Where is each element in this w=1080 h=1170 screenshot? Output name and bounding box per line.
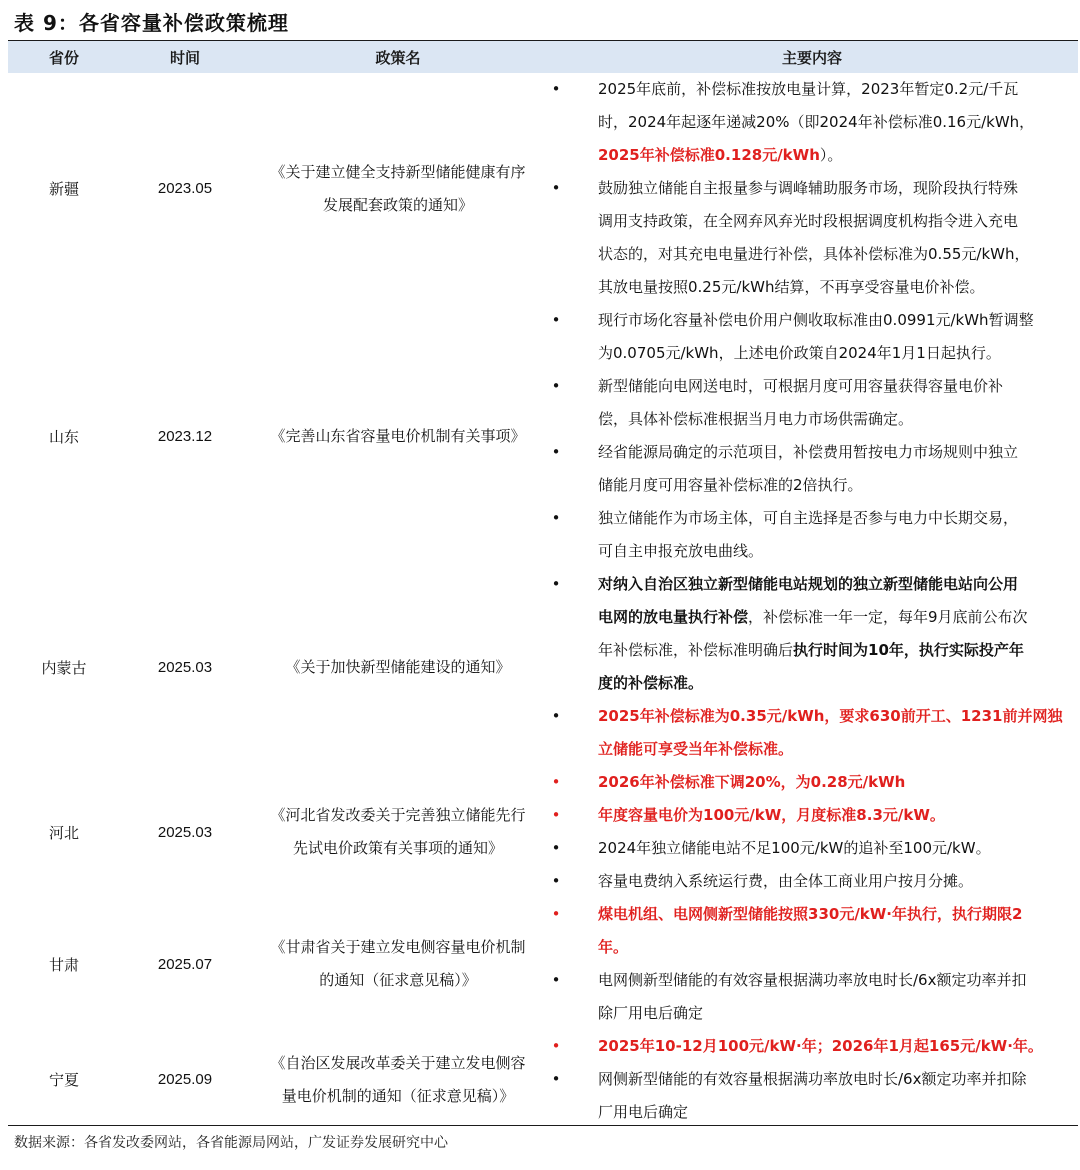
content-item xyxy=(546,898,1078,964)
content-text: 可自主申报充放电曲线。 xyxy=(598,542,764,560)
bullet-icon: • xyxy=(551,575,561,593)
cell-province: 河北 xyxy=(48,823,79,842)
content-text: 独立储能作为市场主体，可自主选择是否参与电力中长期交易， xyxy=(598,509,1019,527)
policy-name-line: 的通知（征求意见稿）》 xyxy=(319,971,477,989)
cell-main-content xyxy=(546,1030,1078,1129)
cell-policy-name xyxy=(250,73,546,304)
policy-name-line: 《完善山东省容量电价机制有关事项》 xyxy=(270,426,526,445)
header-policy: 政策名 xyxy=(250,41,546,73)
cell-date: 2023.05 xyxy=(157,180,213,197)
content-item xyxy=(546,304,1078,370)
content-item xyxy=(546,766,1078,799)
content-line xyxy=(598,106,1078,139)
content-line xyxy=(598,535,1078,568)
content-text: 时，2024年起逐年递减20%（即2024年补偿标准0.16元/kWh， xyxy=(598,113,1035,131)
highlight-text: 立储能可享受当年补偿标准。 xyxy=(598,740,794,758)
content-item xyxy=(546,700,1078,766)
content-line xyxy=(598,205,1078,238)
policy-name-line: 量电价机制的通知（征求意见稿）》 xyxy=(281,1086,515,1105)
content-item xyxy=(546,1030,1078,1063)
content-text: 2024年独立储能电站不足100元/kW的追补至100元/kW。 xyxy=(598,839,991,857)
content-line xyxy=(598,172,1078,205)
table-row xyxy=(8,568,1078,766)
bottom-rule xyxy=(8,1125,1078,1126)
cell-policy-name xyxy=(250,766,546,898)
bold-text: 执行时间为10年，执行实际投产年 xyxy=(793,641,1024,659)
content-text: 2025年底前，补偿标准按放电量计算，2023年暂定0.2元/千瓦 xyxy=(598,80,1019,98)
bullet-icon: • xyxy=(551,905,561,923)
policy-name-line: 《河北省发改委关于完善独立储能先行 xyxy=(270,806,526,824)
content-list xyxy=(546,766,1078,898)
policy-name-line: 发展配套政策的通知》 xyxy=(322,195,473,214)
content-text: 网侧新型储能的有效容量根据满功率放电时长/6x额定功率并扣除 xyxy=(598,1070,1027,1088)
content-line xyxy=(598,271,1078,304)
content-line xyxy=(598,469,1078,502)
content-item xyxy=(546,865,1078,898)
bullet-icon: • xyxy=(551,179,561,197)
policy-name-line: 《甘肃省关于建立发电侧容量电价机制 xyxy=(270,938,526,956)
bold-text: 电网的放电量执行补偿 xyxy=(598,608,749,626)
policy-name-line: 先试电价政策有关事项的通知》 xyxy=(292,839,503,857)
policy-name-line: 《关于建立健全支持新型储能健康有序 xyxy=(270,162,526,181)
content-text: 容量电费纳入系统运行费，由全体工商业用户按月分摊。 xyxy=(598,872,974,890)
cell-date: 2025.07 xyxy=(157,955,213,973)
bullet-icon: • xyxy=(551,443,561,461)
cell-province: 宁夏 xyxy=(48,1071,79,1089)
highlight-text: 年度容量电价为100元/kW，月度标准8.3元/kW。 xyxy=(598,806,945,824)
content-list xyxy=(546,304,1078,568)
bullet-icon: • xyxy=(551,509,561,527)
content-item xyxy=(546,832,1078,865)
content-text: 调用支持政策，在全网弃风弃光时段根据调度机构指令进入充电 xyxy=(598,212,1019,230)
bullet-icon: • xyxy=(551,971,561,989)
content-text: 新型储能向电网送电时，可根据月度可用容量获得容量电价补 xyxy=(598,377,1004,395)
cell-province: 甘肃 xyxy=(48,955,79,974)
highlight-text: 2026年补偿标准下调20%，为0.28元/kWh xyxy=(598,773,906,791)
content-item xyxy=(546,502,1078,568)
content-item xyxy=(546,436,1078,502)
content-line xyxy=(598,733,1078,766)
header-row xyxy=(8,41,1078,73)
bullet-icon: • xyxy=(551,80,561,98)
cell-policy-name xyxy=(250,304,546,568)
content-line xyxy=(598,667,1078,700)
table-title: 表 9：各省容量补偿政策梳理 xyxy=(14,11,289,35)
table-row xyxy=(8,73,1078,304)
content-text: 偿，具体补偿标准根据当月电力市场供需确定。 xyxy=(598,410,914,428)
content-text: 年补偿标准，补偿标准明确后 xyxy=(598,641,794,659)
content-list xyxy=(546,568,1078,766)
content-line xyxy=(598,568,1078,601)
content-line xyxy=(598,601,1078,634)
content-line xyxy=(598,304,1078,337)
cell-main-content xyxy=(546,568,1078,766)
content-line xyxy=(598,700,1078,733)
cell-policy-name xyxy=(250,568,546,766)
bullet-icon: • xyxy=(551,806,561,824)
content-text: 现行市场化容量补偿电价用户侧收取标准由0.0991元/kWh暂调整 xyxy=(598,311,1034,329)
content-line xyxy=(598,799,1078,832)
content-line xyxy=(598,436,1078,469)
cell-province: 山东 xyxy=(48,427,79,446)
source-note: 数据来源：各省发改委网站，各省能源局网站，广发证券发展研究中心 xyxy=(14,1135,448,1151)
content-list xyxy=(546,1030,1078,1129)
content-item xyxy=(546,568,1078,700)
cell-policy-name xyxy=(250,1030,546,1129)
content-item xyxy=(546,73,1078,172)
bullet-icon: • xyxy=(551,707,561,725)
content-list xyxy=(546,73,1078,304)
cell-province: 新疆 xyxy=(48,180,79,198)
content-text: 厂用电后确定 xyxy=(598,1103,689,1121)
bullet-icon: • xyxy=(551,872,561,890)
content-line xyxy=(598,898,1078,931)
cell-main-content xyxy=(546,73,1078,304)
cell-date: 2025.09 xyxy=(157,1071,213,1088)
content-line xyxy=(598,139,1078,172)
cell-main-content xyxy=(546,766,1078,898)
content-line xyxy=(598,502,1078,535)
bullet-icon: • xyxy=(551,1070,561,1088)
table-row xyxy=(8,304,1078,568)
cell-province: 内蒙古 xyxy=(41,658,87,677)
table-row xyxy=(8,766,1078,898)
content-line xyxy=(598,403,1078,436)
cell-date: 2025.03 xyxy=(157,823,213,841)
content-item xyxy=(546,1063,1078,1129)
content-item xyxy=(546,799,1078,832)
cell-date: 2025.03 xyxy=(157,658,213,676)
cell-main-content xyxy=(546,898,1078,1030)
highlight-text: 2025年10-12月100元/kW·年；2026年1月起165元/kW·年。 xyxy=(598,1037,1043,1055)
content-item xyxy=(546,964,1078,1030)
cell-policy-name xyxy=(250,898,546,1030)
bold-text: 度的补偿标准。 xyxy=(598,674,704,692)
content-text: ）。 xyxy=(819,146,843,164)
bullet-icon: • xyxy=(551,773,561,791)
header-province: 省份 xyxy=(8,41,120,73)
content-item xyxy=(546,172,1078,304)
highlight-text: 2025年补偿标准为0.35元/kWh，要求630前开工、1231前并网独 xyxy=(598,707,1063,725)
content-list xyxy=(546,898,1078,1030)
content-line xyxy=(598,73,1078,106)
content-text: 经省能源局确定的示范项目，补偿费用暂按电力市场规则中独立 xyxy=(598,443,1019,461)
content-text: 除厂用电后确定 xyxy=(598,1004,704,1022)
header-date: 时间 xyxy=(120,41,250,73)
table-row xyxy=(8,1030,1078,1129)
highlight-text: 2025年补偿标准0.128元/kWh xyxy=(598,146,820,164)
content-line xyxy=(598,337,1078,370)
content-line xyxy=(598,997,1078,1030)
table-body xyxy=(8,73,1078,1129)
bullet-icon: • xyxy=(551,311,561,329)
cell-date: 2023.12 xyxy=(157,427,213,445)
content-line xyxy=(598,1063,1078,1096)
content-line xyxy=(598,832,1078,865)
content-line xyxy=(598,238,1078,271)
content-line xyxy=(598,634,1078,667)
content-text: 电网侧新型储能的有效容量根据满功率放电时长/6x额定功率并扣 xyxy=(598,971,1027,989)
content-line xyxy=(598,964,1078,997)
content-text: 状态的，对其充电电量进行补偿，具体补偿标准为0.55元/kWh， xyxy=(598,245,1030,263)
content-text: 为0.0705元/kWh，上述电价政策自2024年1月1日起执行。 xyxy=(598,344,1001,362)
highlight-text: 煤电机组、电网侧新型储能按照330元/kW·年执行，执行期限2 xyxy=(598,905,1023,923)
highlight-text: 年。 xyxy=(598,938,629,956)
header-content: 主要内容 xyxy=(546,41,1078,73)
content-text: 鼓励独立储能自主报量参与调峰辅助服务市场，现阶段执行特殊 xyxy=(598,179,1019,197)
bold-text: 对纳入自治区独立新型储能电站规划的独立新型储能电站向公用 xyxy=(598,575,1019,593)
policy-name-line: 《关于加快新型储能建设的通知》 xyxy=(285,657,511,676)
content-line xyxy=(598,370,1078,403)
policy-name-line: 《自治区发展改革委关于建立发电侧容 xyxy=(270,1053,526,1072)
table-row xyxy=(8,898,1078,1030)
content-text: 其放电量按照0.25元/kWh结算，不再享受容量电价补偿。 xyxy=(598,278,985,296)
content-text: ，补偿标准一年一定，每年9月底前公布次 xyxy=(748,608,1028,626)
content-line xyxy=(598,865,1078,898)
content-item xyxy=(546,370,1078,436)
policy-table xyxy=(8,41,1078,1129)
content-line xyxy=(598,931,1078,964)
bullet-icon: • xyxy=(551,839,561,857)
content-line xyxy=(598,766,1078,799)
content-line xyxy=(598,1030,1078,1063)
bullet-icon: • xyxy=(551,1037,561,1055)
cell-main-content xyxy=(546,304,1078,568)
content-text: 储能月度可用容量补偿标准的2倍执行。 xyxy=(598,476,863,494)
bullet-icon: • xyxy=(551,377,561,395)
